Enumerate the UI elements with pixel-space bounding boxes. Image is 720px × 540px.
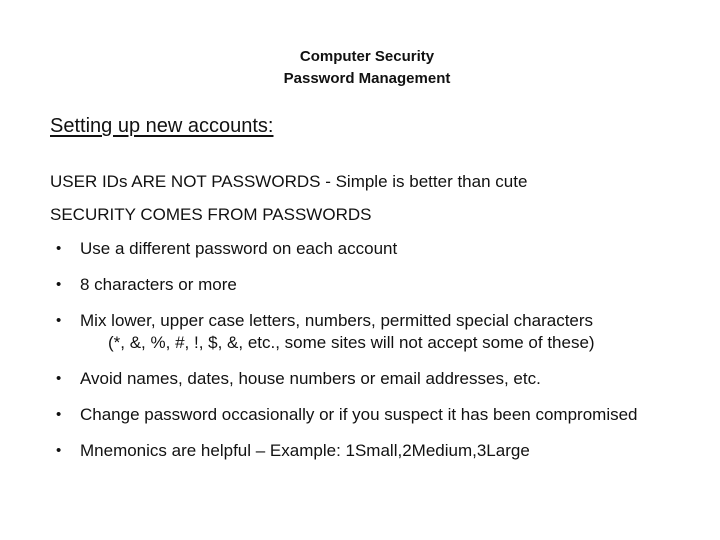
statement-security: SECURITY COMES FROM PASSWORDS xyxy=(50,205,372,224)
list-item-continuation: (*, &, %, #, !, $, &, etc., some sites will not accept some of these) xyxy=(108,333,595,352)
bullet-list xyxy=(56,238,706,476)
list-item-text: Mnemonics are helpful – Example: 1Small,2Medium,3Large xyxy=(80,441,530,460)
section-heading: Setting up new accounts: xyxy=(50,115,274,137)
bullet-icon: • xyxy=(56,240,62,257)
bullet-icon: • xyxy=(56,406,62,423)
statement-user-ids: USER IDs ARE NOT PASSWORDS - Simple is better than cute xyxy=(50,172,528,191)
bullet-icon: • xyxy=(56,276,62,293)
list-item-text: 8 characters or more xyxy=(80,275,237,294)
title-line-1: Computer Security xyxy=(299,48,435,65)
list-item xyxy=(56,440,706,462)
bullet-icon: • xyxy=(56,442,62,459)
list-item-text: Mix lower, upper case letters, numbers, permitted special characters xyxy=(80,311,594,330)
bullet-icon: • xyxy=(56,370,62,387)
list-item xyxy=(56,310,706,354)
list-item-text: Change password occasionally or if you suspect it has been compromised xyxy=(80,405,638,424)
page-title xyxy=(0,46,720,90)
title-line-2: Password Management xyxy=(283,70,451,87)
list-item-text: Avoid names, dates, house numbers or email addresses, etc. xyxy=(80,369,541,388)
list-item xyxy=(56,368,706,390)
list-item-text: Use a different password on each account xyxy=(80,239,398,258)
bullet-icon: • xyxy=(56,312,62,329)
list-item xyxy=(56,274,706,296)
list-item xyxy=(56,238,706,260)
list-item xyxy=(56,404,706,426)
